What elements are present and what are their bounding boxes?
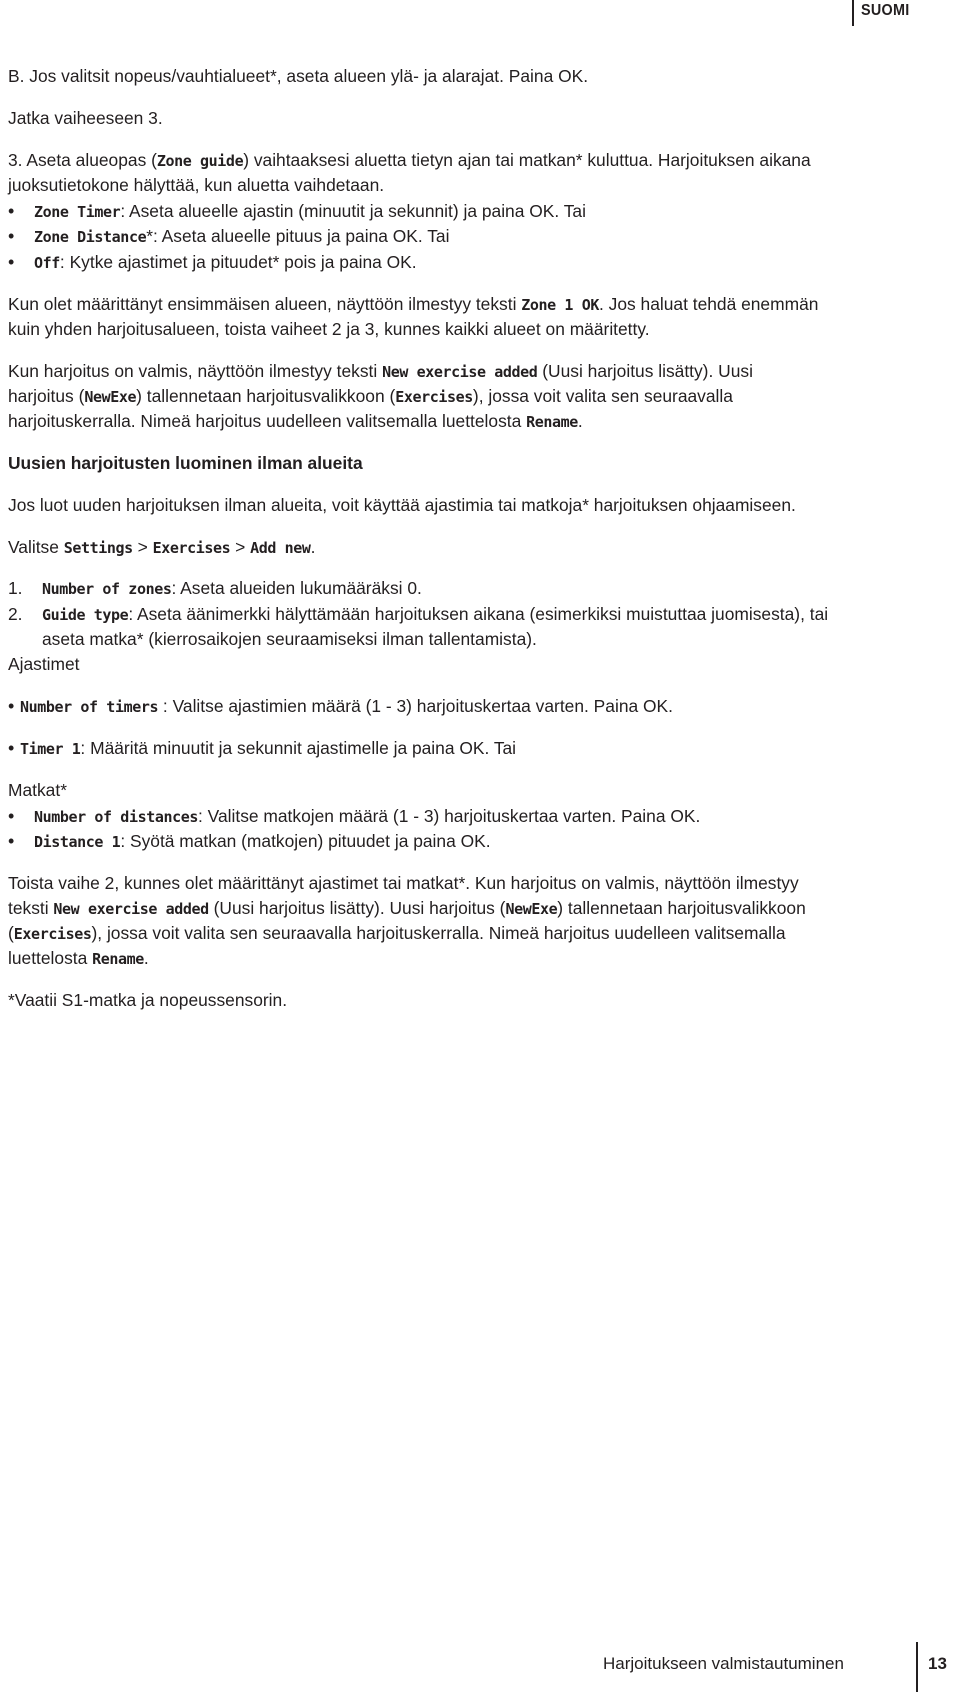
code-label: NewExe bbox=[84, 388, 137, 406]
code-label: Exercises bbox=[152, 539, 231, 557]
header-divider bbox=[852, 0, 854, 26]
code-label: Exercises bbox=[395, 388, 473, 406]
text: ) vaihtaaksesi aluetta tietyn ajan tai matkan* kuluttua. Harjoituksen aikana bbox=[243, 150, 811, 170]
bullet-number-of-distances bbox=[8, 804, 953, 830]
text: : Syötä matkan (matkojen) pituudet ja paina OK. bbox=[120, 831, 491, 851]
code-label: Number of distances bbox=[34, 808, 198, 826]
bullet-zone-distance bbox=[8, 224, 953, 250]
text: . Jos haluat tehdä enemmän bbox=[598, 294, 819, 314]
bullet-icon: • bbox=[8, 806, 15, 826]
bullet-off bbox=[8, 250, 953, 276]
text: (Uusi harjoitus lisätty). Uusi harjoitus ( bbox=[208, 898, 506, 918]
toista-line3 bbox=[8, 921, 953, 947]
bullet-zone-timer bbox=[8, 199, 953, 225]
code-label: Distance 1 bbox=[34, 833, 121, 851]
bullet-number-of-timers bbox=[8, 694, 953, 720]
code-label: Zone Distance bbox=[34, 228, 147, 246]
ajastimet-heading: Ajastimet bbox=[8, 654, 80, 674]
bullet-timer-1 bbox=[8, 736, 953, 762]
footnote: *Vaatii S1-matka ja nopeussensorin. bbox=[8, 990, 288, 1010]
language-label: SUOMI bbox=[861, 2, 910, 19]
text: > bbox=[230, 537, 251, 557]
text: harjoitus ( bbox=[8, 386, 85, 406]
code-label: Off bbox=[34, 254, 60, 272]
footer-title: Harjoitukseen valmistautuminen bbox=[603, 1654, 844, 1673]
b-line: B. Jos valitsit nopeus/vauhtialueet*, aseta alueen ylä- ja alarajat. Paina OK. bbox=[8, 66, 589, 86]
text: . bbox=[577, 411, 583, 431]
text: teksti bbox=[8, 898, 54, 918]
text: : Aseta äänimerkki hälyttämään harjoituksen aikana (esimerkiksi muistuttaa juomisesta), tai bbox=[128, 604, 829, 624]
text: : Kytke ajastimet ja pituudet* pois ja paina OK. bbox=[59, 252, 417, 272]
code-label: Guide type bbox=[42, 606, 129, 624]
text: : Aseta alueelle ajastin (minuutit ja sekunnit) ja paina OK. Tai bbox=[120, 201, 586, 221]
text: aseta matka* (kierrosaikojen seuraamiseksi ilman tallentamista). bbox=[42, 629, 537, 649]
valitse-line bbox=[8, 535, 953, 561]
code-zone-guide: Zone guide bbox=[156, 152, 244, 170]
toista-line4 bbox=[8, 946, 953, 972]
code-label: Zone 1 OK bbox=[521, 296, 599, 314]
text: ) tallennetaan harjoitusvalikkoon bbox=[557, 898, 806, 918]
code-label: Number of timers bbox=[20, 698, 159, 716]
code-label: Timer 1 bbox=[20, 740, 81, 758]
bullet-icon: • bbox=[8, 831, 15, 851]
numbered-item-1 bbox=[8, 576, 953, 602]
toista-line2 bbox=[8, 896, 953, 922]
step3-line1 bbox=[8, 148, 953, 174]
text: > bbox=[132, 537, 153, 557]
code-label: New exercise added bbox=[53, 900, 209, 918]
footer-divider bbox=[916, 1642, 918, 1692]
kun-olet-line1 bbox=[8, 292, 953, 318]
text: (Uusi harjoitus lisätty). Uusi bbox=[537, 361, 753, 381]
text: . bbox=[143, 948, 149, 968]
step3-line2: juoksutietokone hälyttää, kun aluetta vaihdetaan. bbox=[8, 175, 385, 195]
matkat-heading: Matkat* bbox=[8, 780, 67, 800]
bullet-icon: • bbox=[8, 252, 15, 272]
text: luettelosta bbox=[8, 948, 93, 968]
text: 3. Aseta alueopas ( bbox=[8, 150, 157, 170]
text: : Aseta alueiden lukumääräksi 0. bbox=[171, 578, 422, 598]
section-heading: Uusien harjoitusten luominen ilman alueita bbox=[8, 453, 363, 473]
code-label: Add new bbox=[250, 539, 311, 557]
kun-harj-line3 bbox=[8, 409, 953, 435]
page-number: 13 bbox=[928, 1654, 947, 1673]
bullet-icon: • bbox=[8, 201, 15, 221]
text: : Valitse matkojen määrä (1 - 3) harjoituskertaa varten. Paina OK. bbox=[198, 806, 701, 826]
code-label: New exercise added bbox=[382, 363, 538, 381]
bullet-distance-1 bbox=[8, 829, 953, 855]
list-number: 1. bbox=[8, 578, 23, 598]
bullet-icon: • bbox=[8, 738, 15, 758]
text: Valitse bbox=[8, 537, 64, 557]
bullet-icon: • bbox=[8, 226, 15, 246]
text: harjoituskerralla. Nimeä harjoitus uudelleen valitsemalla luettelosta bbox=[8, 411, 527, 431]
bullet-icon: • bbox=[8, 696, 15, 716]
code-label: Settings bbox=[63, 539, 133, 557]
kun-harj-line1 bbox=[8, 359, 953, 385]
numbered-item-2 bbox=[8, 602, 953, 628]
list-number: 2. bbox=[8, 604, 23, 624]
text: Kun olet määrittänyt ensimmäisen alueen, näyttöön ilmestyy teksti bbox=[8, 294, 522, 314]
toista-line1: Toista vaihe 2, kunnes olet määrittänyt ajastimet tai matkat*. Kun harjoitus on valmis, näyttöön ilmestyy bbox=[8, 873, 799, 893]
text: *: Aseta alueelle pituus ja paina OK. Tai bbox=[146, 226, 450, 246]
text: Kun harjoitus on valmis, näyttöön ilmestyy teksti bbox=[8, 361, 383, 381]
code-label: Number of zones bbox=[42, 580, 172, 598]
text: : Valitse ajastimien määrä (1 - 3) harjoituskertaa varten. Paina OK. bbox=[158, 696, 673, 716]
numbered-item-2-line2 bbox=[8, 627, 953, 652]
kun-harj-line2 bbox=[8, 384, 953, 410]
code-label: Exercises bbox=[13, 925, 92, 943]
code-label: Rename bbox=[92, 950, 144, 968]
text: ), jossa voit valita sen seuraavalla harjoituskerralla. Nimeä harjoitus uudelleen valitsemalla bbox=[91, 923, 786, 943]
code-label: Rename bbox=[526, 413, 578, 431]
text: ( bbox=[8, 923, 14, 943]
code-label: NewExe bbox=[505, 900, 558, 918]
code-label: Zone Timer bbox=[34, 203, 121, 221]
text: ) tallennetaan harjoitusvalikkoon ( bbox=[136, 386, 396, 406]
text: : Määritä minuutit ja sekunnit ajastimelle ja paina OK. Tai bbox=[80, 738, 517, 758]
intro-line: Jos luot uuden harjoituksen ilman alueita, voit käyttää ajastimia tai matkoja* harjoituksen ohjaamiseen. bbox=[8, 495, 796, 515]
text: ), jossa voit valita sen seuraavalla bbox=[472, 386, 733, 406]
kun-olet-line2: kuin yhden harjoitusalueen, toista vaiheet 2 ja 3, kunnes kaikki alueet on määritetty. bbox=[8, 319, 650, 339]
text: . bbox=[310, 537, 316, 557]
jatka-line: Jatka vaiheeseen 3. bbox=[8, 108, 163, 128]
